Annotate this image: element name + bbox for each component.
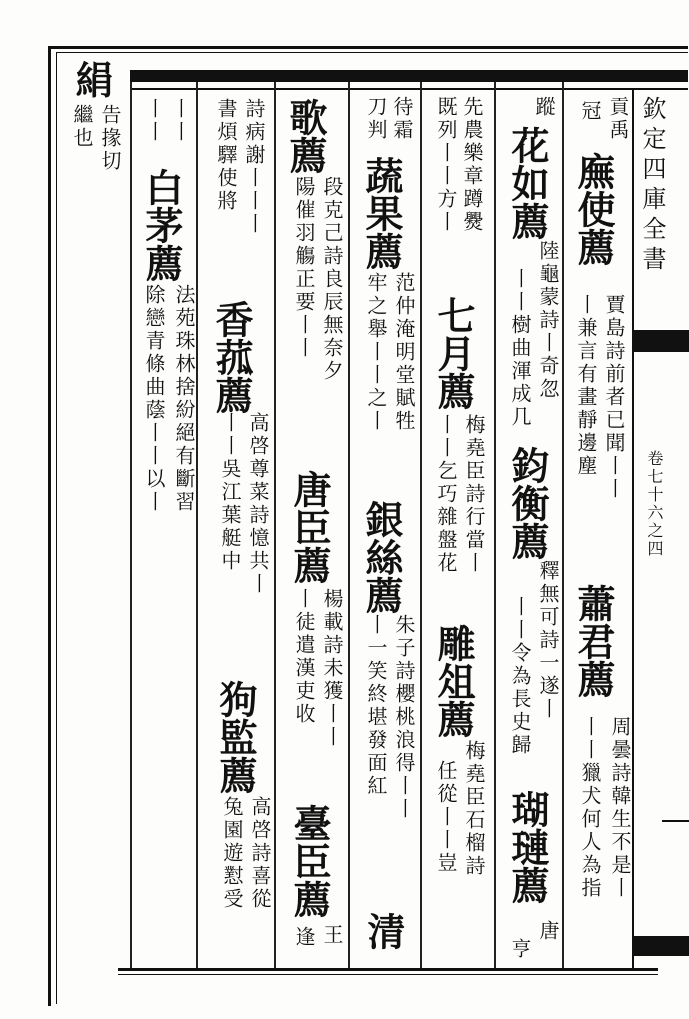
headword-hulian	[500, 790, 555, 904]
annotation-text: 兔園遊懟受	[220, 796, 244, 911]
bottom-thin-rule	[118, 974, 658, 975]
headword-tangchen	[282, 470, 337, 584]
annotation-text: 書煩驛使將	[214, 98, 238, 213]
annotation-text: 丨丨吳江葉艇中	[218, 412, 242, 573]
headword: 鈞衡薦	[505, 446, 550, 560]
text-column-10b	[68, 104, 97, 150]
text-column-6c-note	[318, 924, 347, 947]
annotation-text: 范仲淹明堂賦牲	[392, 272, 416, 433]
headword-xianggu	[204, 300, 259, 414]
annotation-text: 丨兼言有畫靜邊塵	[574, 294, 598, 478]
text-column-10	[96, 104, 125, 173]
annotation-text: 待霜	[390, 96, 414, 142]
headword: 廡使薦	[571, 152, 616, 266]
headword: 蔬果薦	[359, 156, 404, 270]
annotation-text: 先農樂章蹲㸑	[460, 96, 484, 234]
annotation-text: 朱子詩櫻桃浪得丨丨	[392, 614, 416, 821]
annotation-text: 丨丨令為長史歸	[508, 596, 532, 757]
margin-rule	[662, 820, 689, 822]
text-column-2	[606, 716, 635, 900]
headword: 白茅薦	[139, 168, 184, 282]
text-column-4-note	[460, 414, 489, 575]
headword-baimao	[134, 168, 189, 282]
headword-qiyue	[426, 296, 481, 410]
headword-diaozu	[426, 624, 481, 738]
text-column-4b-note	[460, 740, 489, 878]
text-column-5b-note	[390, 614, 419, 821]
annotation-text: 賈島詩前者已聞丨丨	[602, 294, 626, 501]
text-column-3c	[506, 596, 535, 757]
headword-juan	[64, 60, 119, 98]
text-column-8	[212, 98, 241, 213]
annotation-text: 蹤	[532, 96, 556, 119]
annotation-text: 丨丨	[168, 98, 192, 144]
column-divider	[494, 82, 496, 968]
annotation-text: 繼也	[70, 104, 94, 150]
text-column-5b-2	[362, 272, 391, 433]
annotation-text: 丨丨乞巧雜盤花	[434, 414, 458, 575]
text-column-6c	[290, 588, 319, 726]
text-column-7b-note	[246, 796, 275, 911]
annotation-text: 逢	[292, 926, 316, 949]
text-column-9	[166, 98, 195, 144]
headword: 臺臣薦	[287, 804, 332, 918]
annotation-text: 除戀青條曲蔭丨丨以丨	[142, 284, 166, 514]
headword-huaru	[500, 126, 555, 240]
headword-ge	[278, 98, 333, 174]
column-divider	[420, 82, 422, 968]
column-divider	[562, 82, 564, 968]
text-column-4b-2	[432, 414, 461, 575]
column-divider	[130, 82, 132, 968]
text-column-6d	[290, 926, 319, 949]
text-column-3d	[506, 938, 535, 961]
annotation-text: 梅堯臣石榴詩	[462, 740, 486, 878]
headword-lianshi	[566, 152, 621, 266]
headword-shuguo	[354, 156, 409, 270]
annotation-text: 高啓詩喜從	[248, 796, 272, 911]
fishtail-mark	[632, 330, 689, 352]
annotation-text: 周曇詩韓生不是丨	[608, 716, 632, 900]
text-column-3b	[506, 268, 535, 429]
text-column-5-note	[390, 272, 419, 433]
headword: 七月薦	[431, 296, 476, 410]
text-column-1b-note	[572, 294, 601, 478]
headword: 清	[361, 912, 406, 950]
annotation-text: 丨徒遣漢吏收	[292, 588, 316, 726]
headword-junheng	[500, 446, 555, 560]
annotation-text: 丨丨	[142, 98, 166, 144]
annotation-text: 楊載詩未獲丨丨	[320, 588, 344, 749]
volume-label: 卷七十六之四	[645, 450, 664, 558]
headword-yinsi	[354, 500, 409, 614]
annotation-text: 亨	[508, 938, 532, 961]
annotation-text: 陽催羽觴正要丨丨	[292, 176, 316, 360]
headword-goujian	[208, 680, 263, 794]
text-column-4b	[432, 96, 461, 234]
text-column-7	[240, 98, 269, 236]
annotation-text: 丨丨獵犬何人為指	[578, 716, 602, 900]
annotation-text: 任從丨丨豈	[434, 760, 458, 875]
text-column-7-note	[244, 412, 273, 596]
headword: 瑚璉薦	[505, 790, 550, 904]
annotation-text: 王	[320, 924, 344, 947]
headword-xiaojun	[566, 584, 621, 698]
text-column-4c	[432, 760, 461, 875]
annotation-text: 唐	[536, 920, 560, 943]
headword-qing	[356, 912, 411, 950]
text-column-6b	[290, 176, 319, 360]
headword: 蕭君薦	[571, 584, 616, 698]
annotation-text: 丨一笑終堪發面紅	[364, 614, 388, 798]
headword: 香菰薦	[209, 300, 254, 414]
text-column-7b	[216, 412, 245, 573]
text-column-3	[530, 96, 559, 119]
annotation-text: 段克己詩良辰無奈夕	[320, 176, 344, 383]
text-column-7c	[218, 796, 247, 911]
headword: 雕俎薦	[431, 624, 476, 738]
top-thin-rule	[130, 88, 688, 90]
text-column-6	[318, 176, 347, 383]
text-column-9b-2	[140, 284, 169, 514]
headword: 銀絲薦	[359, 500, 404, 614]
text-column-5b	[362, 96, 391, 142]
text-column-2b	[576, 716, 605, 900]
annotation-text: 釋無可詩一遂丨	[536, 560, 560, 721]
annotation-text: 梅堯臣詩行當丨	[462, 414, 486, 575]
annotation-text: 刀判	[364, 96, 388, 142]
annotation-text: 告掾切	[98, 104, 122, 173]
headword: 絹	[69, 60, 114, 98]
text-column-9-note	[170, 284, 199, 514]
column-divider	[196, 82, 198, 968]
headword: 花如薦	[505, 126, 550, 240]
text-column-5c	[362, 614, 391, 798]
annotation-text: 牢之舉丨丨之丨	[364, 272, 388, 433]
text-column-3b-note	[534, 560, 563, 721]
text-column-1	[604, 96, 633, 142]
annotation-text: 詩病謝丨丨丨	[242, 98, 266, 236]
annotation-text: 法苑珠林捨紛絕有斷習	[172, 284, 196, 514]
top-thick-rule	[130, 70, 688, 82]
headword: 狗監薦	[213, 680, 258, 794]
text-column-9b	[140, 98, 169, 144]
fishtail-mark	[632, 936, 689, 956]
annotation-text: 貢禹	[606, 96, 630, 142]
book-title: 欽定四庫全書	[638, 96, 666, 276]
text-column-1-note	[600, 294, 629, 501]
annotation-text: 既列丨丨方丨	[434, 96, 458, 234]
text-column-5	[388, 96, 417, 142]
text-column-1b	[576, 100, 605, 123]
annotation-text: 丨丨樹曲渾成几	[508, 268, 532, 429]
headword-taichen	[282, 804, 337, 918]
text-column-3-note	[534, 240, 563, 401]
annotation-text: 高啓尊菜詩憶共丨	[246, 412, 270, 596]
text-column-6b-note	[318, 588, 347, 749]
column-divider	[348, 82, 350, 968]
headword: 歌薦	[283, 98, 328, 174]
bottom-thick-rule	[118, 968, 658, 971]
text-column-4	[458, 96, 487, 234]
text-column-3c-note	[534, 920, 563, 943]
headword: 唐臣薦	[287, 470, 332, 584]
annotation-text: 冠	[578, 100, 602, 123]
annotation-text: 陸龜蒙詩丨奇忽	[536, 240, 560, 401]
